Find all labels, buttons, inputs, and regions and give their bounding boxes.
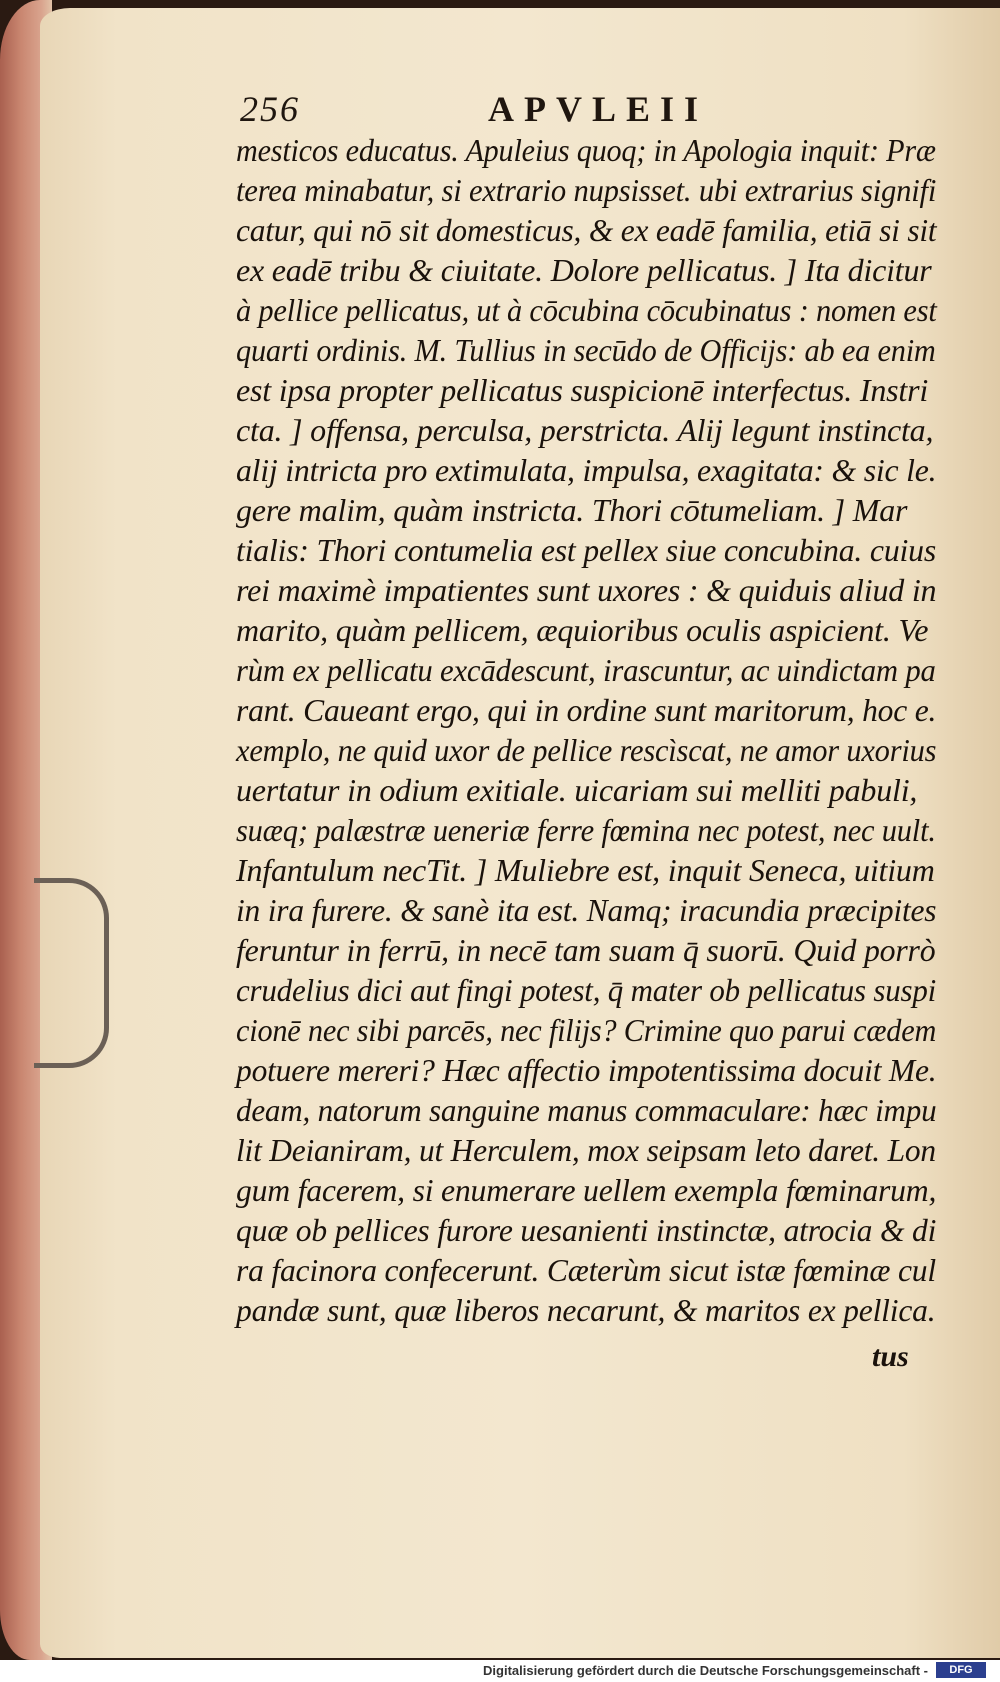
- text-line: uertatur in odium exitiale. uicariam sui melliti pabuli,: [236, 772, 918, 808]
- running-title: APVLEII: [488, 89, 709, 129]
- text-line: est ipsa propter pellicatus suspicionē interfectus. Instri: [236, 372, 929, 408]
- text-line: à pellice pellicatus, ut à cōcubina cōcubinatus : nomen est: [236, 292, 937, 328]
- text-line: terea minabatur, si extrario nupsisset. ubi extrarius signifi: [236, 172, 937, 208]
- text-line: alij intricta pro extimulata, impulsa, exagitata: & sic le.: [236, 452, 937, 488]
- text-line: gere malim, quàm instricta. Thori cōtumeliam. ] Mar: [236, 492, 908, 528]
- text-line: potuere mereri? Hæc affectio impotentissima docuit Me.: [236, 1052, 937, 1088]
- text-line: rùm ex pellicatu excādescunt, irascuntur, ac uindictam pa: [236, 652, 936, 688]
- text-line: ex eadē tribu & ciuitate. Dolore pellicatus. ] Ita dicitur: [236, 252, 932, 288]
- page-header: [240, 88, 710, 128]
- text-line: crudelius dici aut fingi potest, q̄ mater ob pellicatus suspi: [236, 972, 937, 1008]
- text-line: deam, natorum sanguine manus commaculare: hæc impu: [236, 1092, 937, 1128]
- text-line: suæq; palæstræ ueneriæ ferre fœmina nec potest, nec uult.: [236, 812, 936, 848]
- page-number: 256: [240, 89, 300, 129]
- catchword: tus: [872, 1340, 909, 1373]
- text-line: rant. Caueant ergo, qui in ordine sunt maritorum, hoc e.: [236, 692, 937, 728]
- text-line: rei maximè impatientes sunt uxores : & quiduis aliud in: [236, 572, 937, 608]
- text-line: in ira furere. & sanè ita est. Namq; iracundia præcipites: [236, 892, 937, 928]
- text-line: cta. ] offensa, perculsa, perstricta. Alij legunt instincta,: [236, 412, 934, 448]
- footer-bar: [0, 1660, 1000, 1682]
- text-line: cionē nec sibi parcēs, nec filijs? Crimine quo parui cædem: [236, 1012, 937, 1048]
- text-line: quarti ordinis. M. Tullius in secūdo de Officijs: ab ea enim: [236, 332, 936, 368]
- text-body: [236, 130, 936, 1330]
- text-line: catur, qui nō sit domesticus, & ex eadē familia, etiā si sit: [236, 212, 937, 248]
- text-line: pandæ sunt, quæ liberos necarunt, & maritos ex pellica.: [236, 1292, 936, 1328]
- text-line: tialis: Thori contumelia est pellex siue concubina. cuius: [236, 532, 937, 568]
- dfg-logo: DFG: [936, 1662, 986, 1678]
- text-line: quæ ob pellices furore uesanienti instinctæ, atrocia & di: [236, 1212, 937, 1248]
- text-line: marito, quàm pellicem, æquioribus oculis aspicient. Ve: [236, 612, 929, 648]
- text-line: lit Deianiram, ut Herculem, mox seipsam leto daret. Lon: [236, 1132, 936, 1168]
- text-line: feruntur in ferrū, in necē tam suam q̄ suorū. Quid porrò: [236, 932, 936, 968]
- text-line: gum facerem, si enumerare uellem exempla fœminarum,: [236, 1172, 937, 1208]
- book-clasp: [34, 878, 109, 1068]
- text-line: mesticos educatus. Apuleius quoq; in Apologia inquit: Præ: [236, 132, 936, 168]
- footer-credit: Digitalisierung gefördert durch die Deutsche Forschungsgemeinschaft -: [483, 1663, 928, 1678]
- text-line: xemplo, ne quid uxor de pellice rescìscat, ne amor uxorius: [236, 732, 937, 768]
- text-line: ra facinora confecerunt. Cæterùm sicut istæ fœminæ cul: [236, 1252, 936, 1288]
- text-line: Infantulum necTit. ] Muliebre est, inquit Seneca, uitium: [236, 852, 935, 888]
